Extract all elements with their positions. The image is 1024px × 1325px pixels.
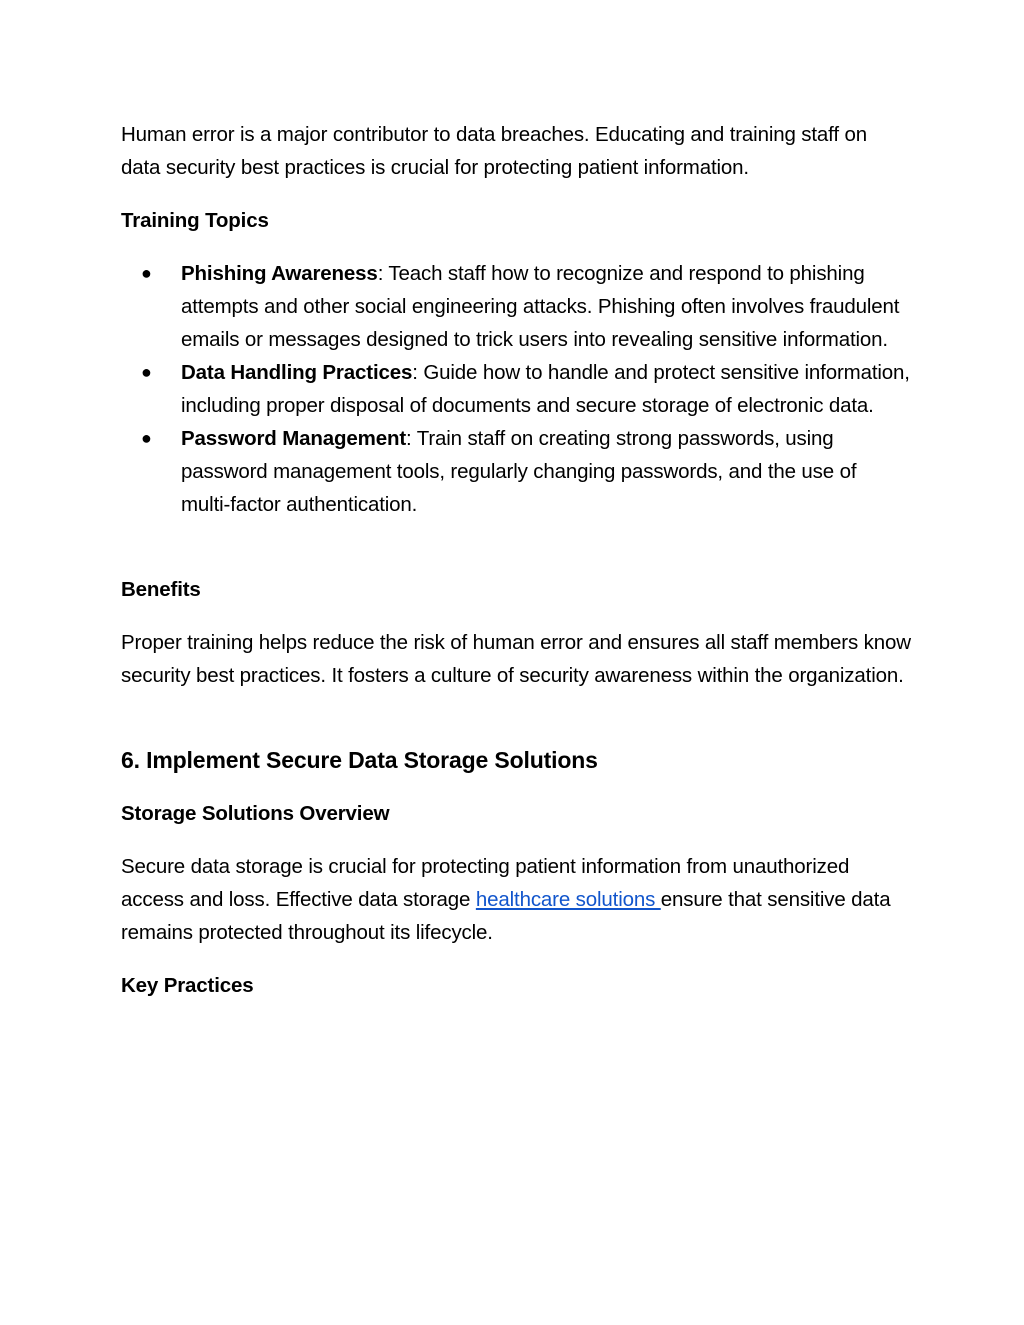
healthcare-solutions-link[interactable]: healthcare solutions (475, 888, 661, 911)
document-page (121, 118, 911, 1002)
list-item (121, 356, 911, 422)
training-topics-heading: Training Topics (121, 209, 269, 232)
list-item (121, 257, 911, 356)
list-item-text: : Guide how to handle and protect sensitive information, including proper disposal of documents and secure storage of electronic data. (181, 361, 910, 417)
intro-paragraph: Human error is a major contributor to data breaches. Educating and training staff on data security best practices is crucial for protecting patient information. (121, 123, 867, 179)
list-item-term: Data Handling Practices (181, 361, 413, 384)
bullet-icon: ● (141, 362, 152, 382)
list-item-text: : Train staff on creating strong passwords, using password management tools, regularly changing passwords, and the use of multi-factor authentication. (181, 427, 857, 516)
key-practices-heading: Key Practices (121, 974, 254, 997)
list-item-term: Password Management (181, 427, 406, 450)
list-item-term: Phishing Awareness (181, 262, 378, 285)
overview-text-before: Secure data storage is crucial for protecting patient information from unauthorized access and loss. Effective data storage (121, 855, 850, 911)
bullet-icon: ● (141, 428, 152, 448)
bullet-icon: ● (141, 263, 152, 283)
storage-overview-paragraph (121, 850, 911, 949)
list-item (121, 422, 911, 521)
list-item-text: : Teach staff how to recognize and respond to phishing attempts and other social engineering attacks. Phishing often involves fraudulent emails or messages designed to trick users into revealing sensitive information. (181, 262, 900, 351)
benefits-paragraph: Proper training helps reduce the risk of human error and ensures all staff members know security best practices. It fosters a culture of security awareness within the organization. (121, 631, 911, 687)
training-topics-list (121, 257, 911, 521)
storage-overview-heading: Storage Solutions Overview (121, 802, 390, 825)
benefits-heading: Benefits (121, 578, 201, 601)
section-heading: 6. Implement Secure Data Storage Solutions (121, 747, 598, 773)
overview-text-after: ensure that sensitive data remains protected throughout its lifecycle. (121, 888, 891, 944)
